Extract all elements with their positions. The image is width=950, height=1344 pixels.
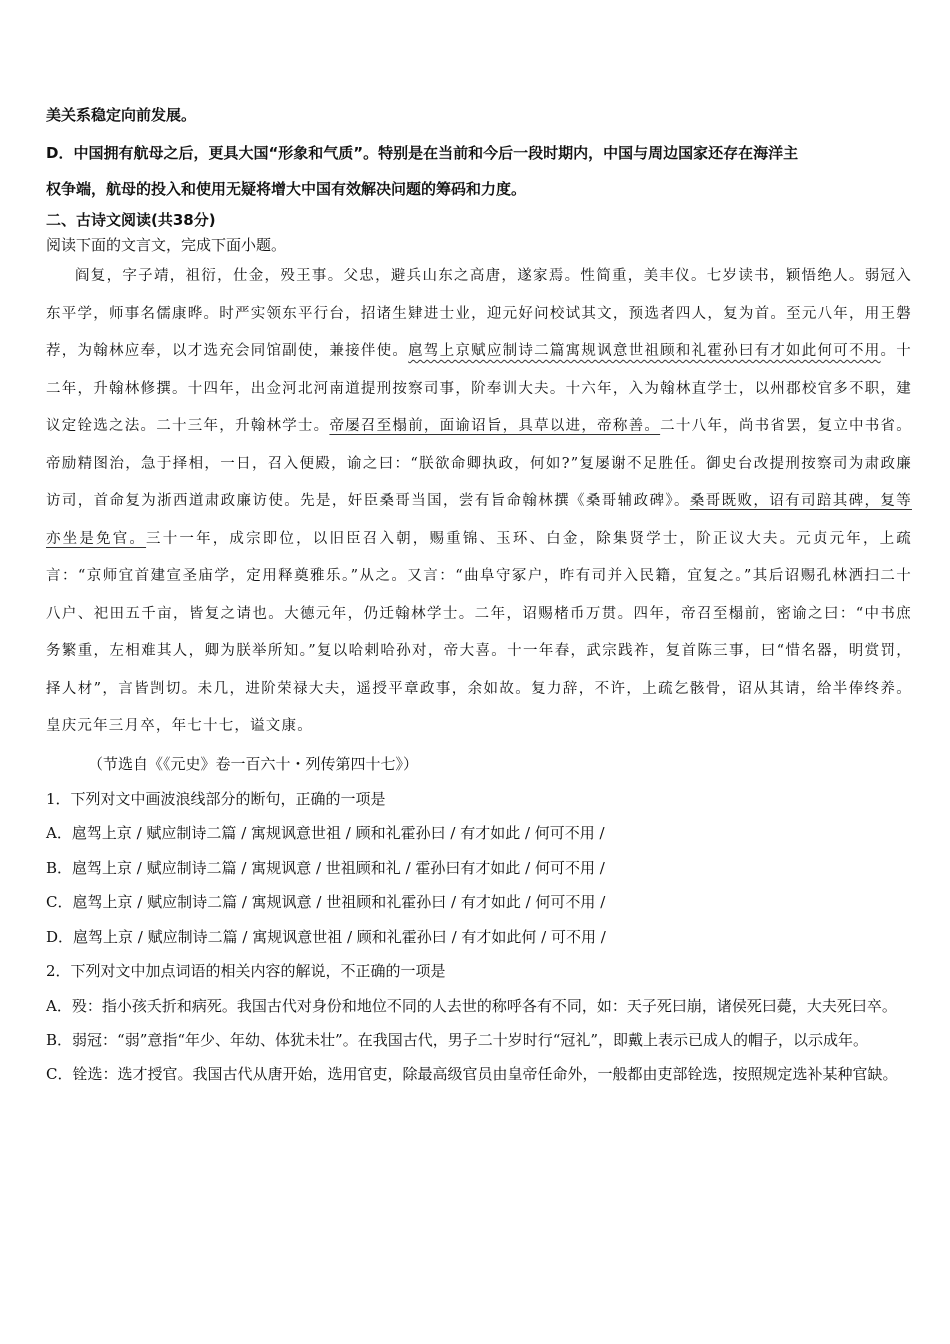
question-1-option-b: B．扈驾上京 / 赋应制诗二篇 / 寓规讽意 / 世祖顾和礼 / 霍孙曰有才如此 / 何可不用 / [46, 858, 605, 877]
option-d-line1: D．中国拥有航母之后，更具大国“形象和气质”。特别是在当前和今后一段时期内，中国与周边国家还存在海洋主 [46, 144, 799, 162]
section-title: 二、古诗文阅读(共38分) [46, 211, 216, 229]
passage-text: 阎复，字子靖，祖衍，仕金，殁王事。父忠，避兵山东之高唐，遂家焉。性简重，美丰仪。七岁读书，颖悟绝人。弱冠入东平学，师事名儒康晔。时严实领东平行台，招诸生肄进士业，迎元好问校试其文，预选者四人，复为首。至元八年，用王磐荐，为翰林应奉，以才选充会同馆副使，兼接伴使。 [46, 268, 912, 359]
section-instruction: 阅读下面的文言文，完成下面小题。 [46, 236, 287, 254]
question-1-option-d: D．扈驾上京 / 赋应制诗二篇 / 寓规讽意世祖 / 顾和礼霍孙曰 / 有才如此何 / 可不用 / [46, 927, 606, 946]
wavy-underlined-text: 扈驾上京赋应制诗二篇寓规讽意世祖顾和礼霍孙曰有才如此何可不用 [408, 343, 881, 359]
passage-text: 二十八年，尚书省罢，复立中书省。帝励精图治，急于择相，一日，召入便殿，谕之曰：“朕欲命卿执政，何如?”复屡谢不足胜任。御史台改提刑按察司为肃政廉访司，首命复为浙西道肃政廉访使。先是，奸臣桑哥当国，尝有旨命翰林撰《桑哥辅政碑》。 [46, 418, 912, 509]
question-2-option-c: C．铨选：选才授官。我国古代从唐开始，选用官吏，除最高级官员由皇帝任命外，一般都由吏部铨选，按照规定选补某种官缺。 [46, 1064, 898, 1083]
question-2-stem: 2．下列对文中加点词语的相关内容的解说，不正确的一项是 [46, 962, 446, 980]
passage-text: 。十二年，升翰林修撰。十四年，出佥河北河南道提刑按察司事，阶奉训大夫。十六年，入为翰林直学士，以州郡校官多不职，建议定铨选之法。二十三年，升翰林学士。 [46, 343, 912, 434]
question-1-option-a: A．扈驾上京 / 赋应制诗二篇 / 寓规讽意世祖 / 顾和礼霍孙曰 / 有才如此 / 何可不用 / [46, 824, 605, 842]
document-page [46, 96, 912, 1091]
question-2-option-b: B．弱冠：“弱”意指“年少、年幼、体犹未壮”。在我国古代，男子二十岁时行“冠礼”，即戴上表示已成人的帽子，以示成年。 [46, 1030, 869, 1049]
passage-source: （节选自《《元史》卷一百六十・列传第四十七》） [88, 754, 419, 773]
question-1-option-c: C．扈驾上京 / 赋应制诗二篇 / 寓规讽意 / 世祖顾和礼霍孙曰 / 有才如此 / 何可不用 / [46, 893, 606, 911]
classical-passage [46, 258, 912, 746]
passage-text: 三十一年，成宗即位，以旧臣召入朝，赐重锦、玉环、白金，除集贤学士，阶正议大夫。元贞元年，上疏言：“京师宜首建宣圣庙学，定用释奠雅乐。”从之。又言：“曲阜守冢户，昨有司并入民籍，宜复之。”其后诏赐孔林洒扫二十八户、祀田五千亩，皆复之请也。大德元年，仍迁翰林学士。二年，诏赐楮币万贯。四年，帝召至榻前，密谕之曰：“中书庶务繁重，左相难其人，卿为朕举所知。”复以哈剌哈孙对，帝大喜。十一年春，武宗践祚，复首陈三事，曰“惜名器，明赏罚，择人材”，言皆剀切。未几，进阶荣禄大夫，遥授平章政事，余如故。复力辞，不许，上疏乞骸骨，诏从其请，给半俸终养。皇庆元年三月卒，年七十七，谥文康。 [46, 530, 913, 734]
prev-paragraph-end: 美关系稳定向前发展。 [46, 106, 197, 124]
question-2-option-a: A．殁：指小孩夭折和病死。我国古代对身份和地位不同的人去世的称呼各有不同，如：天子死曰崩，诸侯死曰薨，大夫死曰卒。 [46, 996, 897, 1015]
underlined-sentence-2: 桑哥既败，诏有司踣其碑，复等亦坐是免官。 [46, 493, 912, 547]
option-d-line2: 权争端，航母的投入和使用无疑将增大中国有效解决问题的筹码和力度。 [46, 180, 527, 198]
underlined-sentence-1: 帝屡召至榻前，面谕诏旨，具草以进，帝称善。 [329, 418, 661, 434]
question-1-stem: 1．下列对文中画波浪线部分的断句，正确的一项是 [46, 789, 386, 808]
